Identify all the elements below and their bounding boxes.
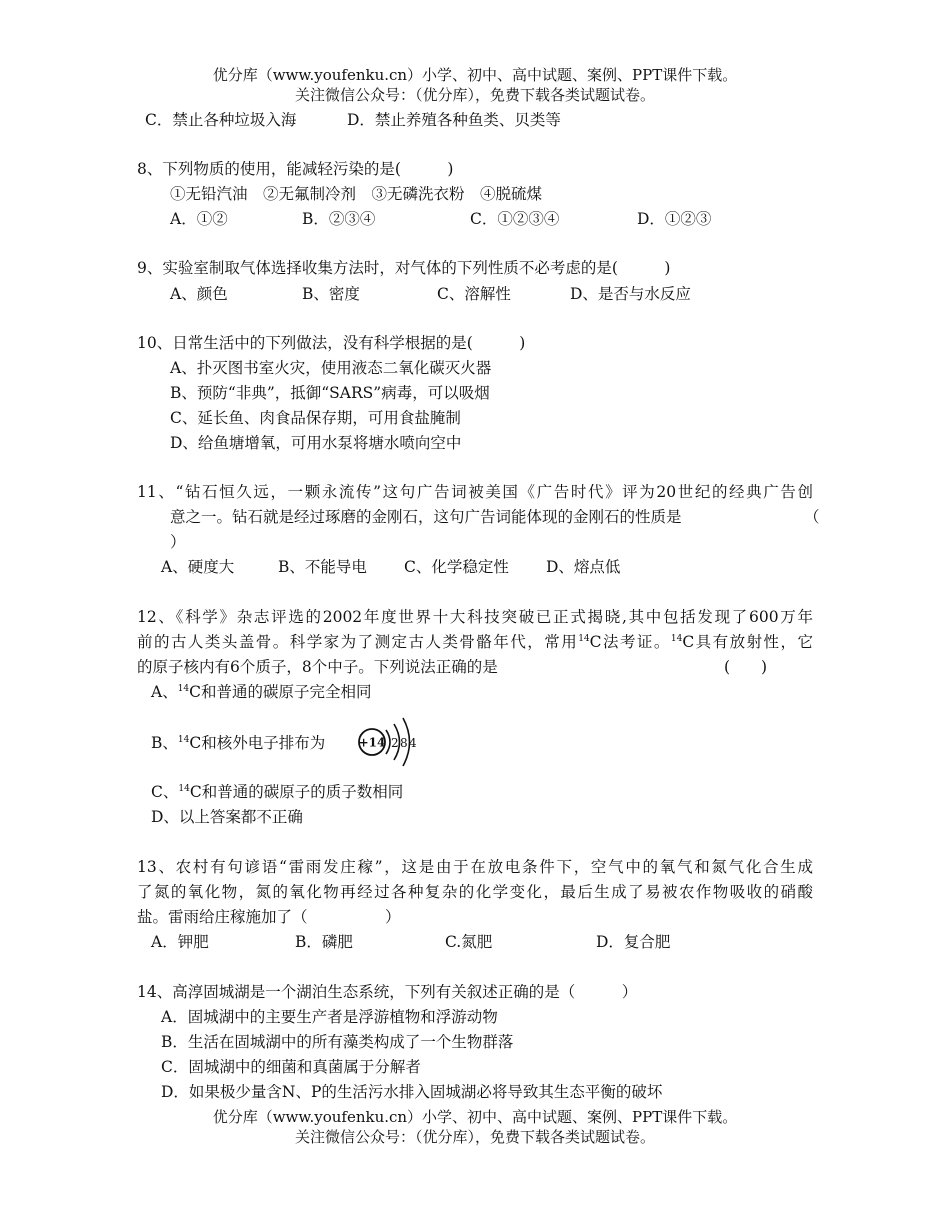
- q13-stem-line-2: 了氮的氧化物，氮的氧化物再经过各种复杂的化学变化，最后生成了易被农作物吸收的硝酸: [137, 883, 813, 901]
- q9-option-b: B、密度: [302, 285, 360, 303]
- q7-option-c: C．禁止各种垃圾入海: [145, 111, 297, 129]
- mass-number: 14: [578, 634, 590, 644]
- q8-option-b: B．②③④: [302, 210, 376, 228]
- shell-1-electrons: 2: [391, 736, 399, 750]
- shell-3-electrons: 4: [409, 736, 417, 750]
- electron-shell-1: [386, 730, 390, 754]
- q12-paren: ( ): [724, 658, 768, 676]
- q10-stem: 10、日常生活中的下列做法，没有科学根据的是( ): [137, 334, 526, 352]
- q13-option-d: D．复合肥: [596, 933, 671, 951]
- q11-paren-close: ）: [170, 533, 186, 551]
- q12-option-d: D、以上答案都不正确: [151, 808, 303, 826]
- q8-items: ①无铅汽油 ②无氟制冷剂 ③无磷洗衣粉 ④脱硫煤: [170, 185, 543, 203]
- q13-stem-line-3: 盐。雷雨给庄稼施加了（ ）: [137, 908, 401, 926]
- q11-stem-line-2: 意之一。钻石就是经过琢磨的金刚石，这句广告词能体现的金刚石的性质是: [170, 508, 682, 526]
- q13-stem-line-1: 13、农村有句谚语“雷雨发庄稼”，这是由于在放电条件下，空气中的氧气和氮气化合生成: [137, 858, 813, 876]
- shell-2-electrons: 8: [400, 736, 408, 750]
- header-line-2: 关注微信公众号：（优分库），免费下载各类试题试卷。: [294, 86, 655, 104]
- q8-option-a: A．①②: [170, 210, 228, 228]
- mass-number: 14: [670, 634, 683, 644]
- q11-paren-open: （: [804, 508, 820, 526]
- q14-option-b: B．生活在固城湖中的所有藻类构成了一个生物群落: [161, 1033, 514, 1051]
- q9-option-a: A、颜色: [170, 285, 228, 303]
- q14-option-a: A．固城湖中的主要生产者是浮游植物和浮游动物: [161, 1008, 498, 1026]
- nucleus-charge: +14: [358, 735, 386, 750]
- q8-option-d: D．①②③: [637, 210, 712, 228]
- footer-line-2: 关注微信公众号：（优分库），免费下载各类试题试卷。: [294, 1128, 655, 1146]
- q12-option-c: C、$^{14}$C和普通的碳原子的质子数相同: [151, 783, 404, 801]
- q11-option-b: B、不能导电: [278, 558, 367, 576]
- q12-stem-line-2: 前的古人类头盖骨。科学家为了测定古人类骨骼年代，常用$^{14}$C法考证。$^{14}$C具有放射性，它: [137, 633, 813, 651]
- q11-stem-line-1: 11、“钻石恒久远，一颗永流传”这句广告词被美国《广告时代》评为20世纪的经典广告创: [137, 483, 813, 501]
- q10-option-b: B、预防“非典”，抵御“SARS”病毒，可以吸烟: [170, 384, 490, 402]
- atom-structure-diagram: [354, 716, 426, 768]
- q14-option-c: C．固城湖中的细菌和真菌属于分解者: [161, 1058, 421, 1076]
- q9-option-c: C、溶解性: [437, 285, 511, 303]
- q12-stem-line-1: 12、《科学》杂志评选的2002年度世界十大科技突破已正式揭晓,其中包括发现了600万年: [137, 608, 813, 626]
- q11-option-a: A、硬度大: [161, 558, 235, 576]
- q10-option-d: D、给鱼塘增氧，可用水泵将塘水喷向空中: [170, 434, 462, 452]
- q8-option-c: C．①②③④: [470, 210, 560, 228]
- q14-stem: 14、高淳固城湖是一个湖泊生态系统，下列有关叙述正确的是（ ）: [137, 983, 638, 1001]
- q11-option-c: C、化学稳定性: [404, 558, 509, 576]
- q8-stem: 8、下列物质的使用，能减轻污染的是( ): [137, 160, 454, 178]
- q14-option-d: D．如果极少量含N、P的生活污水排入固城湖必将导致其生态平衡的破坏: [161, 1083, 663, 1101]
- q11-option-d: D、熔点低: [546, 558, 621, 576]
- q9-option-d: D、是否与水反应: [570, 285, 691, 303]
- q13-option-a: A．钾肥: [151, 933, 209, 951]
- q10-option-a: A、扑灭图书室火灾，使用液态二氧化碳灭火器: [170, 359, 492, 377]
- q7-option-d: D．禁止养殖各种鱼类、贝类等: [347, 111, 561, 129]
- q9-stem: 9、实验室制取气体选择收集方法时，对气体的下列性质不必考虑的是( ): [137, 259, 671, 277]
- q13-option-b: B．磷肥: [295, 933, 353, 951]
- q10-option-c: C、延长鱼、肉食品保存期，可用食盐腌制: [170, 409, 461, 427]
- header-line-1: 优分库（www.youfenku.cn）小学、初中、高中试题、案例、PPT课件下载。: [212, 66, 738, 84]
- q12-option-b: B、$^{14}$C和核外电子排布为: [151, 734, 326, 752]
- q13-option-c: C.氮肥: [445, 933, 493, 951]
- q12-option-a: A、$^{14}$C和普通的碳原子完全相同: [151, 683, 372, 701]
- q12-stem-line-3: 的原子核内有6个质子，8个中子。下列说法正确的是: [137, 658, 498, 676]
- footer-line-1: 优分库（www.youfenku.cn）小学、初中、高中试题、案例、PPT课件下载。: [212, 1108, 738, 1126]
